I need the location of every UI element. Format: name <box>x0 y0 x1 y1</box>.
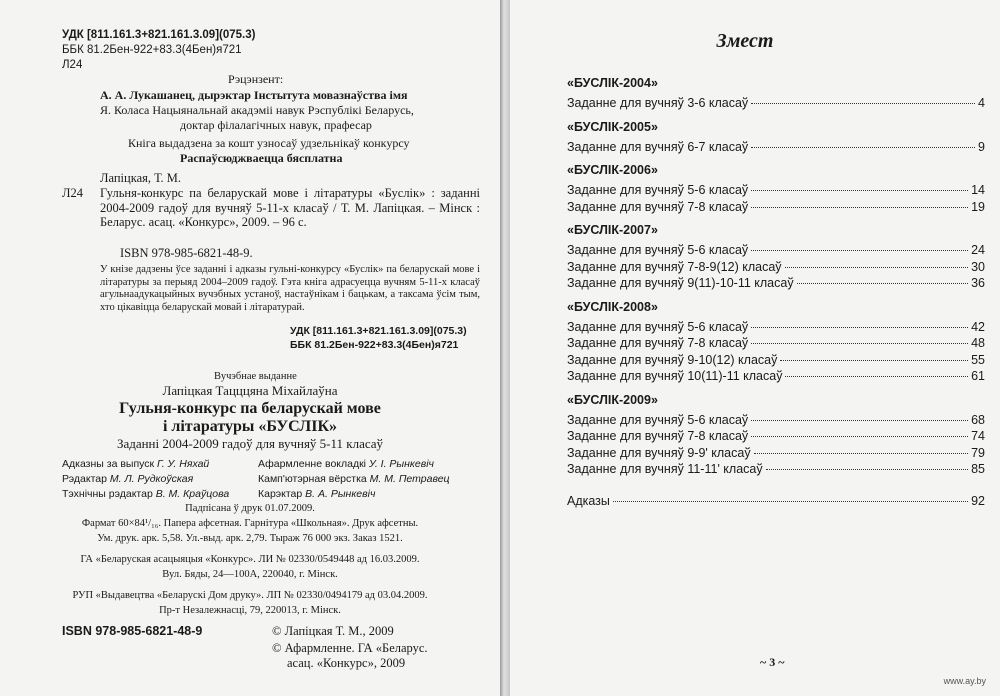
toc-leader-dots <box>751 436 968 437</box>
side-library-code: Л24 <box>62 186 83 200</box>
toc-entry-page: 30 <box>971 259 985 274</box>
toc-entry <box>567 429 985 443</box>
toc-entry <box>567 276 985 290</box>
reviewer-line: Я. Коласа Нацыянальнай акадэміі навук Рэспублікі Беларусь, <box>100 103 414 117</box>
udk-code: УДК [811.161.3+821.161.3.09](075.3) <box>62 29 256 41</box>
toc-entry <box>567 320 985 334</box>
toc-leader-dots <box>766 469 968 470</box>
watermark: www.ay.by <box>943 676 986 686</box>
reviewer-label: Рэцэнзент: <box>228 72 284 86</box>
toc-leader-dots <box>797 283 969 284</box>
toc-answers-entry <box>567 494 985 508</box>
book-gutter <box>500 0 510 696</box>
copyright-design: © Афармленне. ГА «Беларус. <box>272 641 428 655</box>
printer-address: Пр-т Незалежнасці, 79, 220013, г. Мінск. <box>159 605 341 616</box>
toc-entry-page: 85 <box>971 462 985 476</box>
credit-line <box>62 488 229 501</box>
isbn-line: ISBN 978-985-6821-48-9. <box>120 246 253 260</box>
bibliographic-description: Гульня-конкурс па беларускай мове і літаратуры «Буслік» : заданні 2004-2009 гадоў для вучняў 5-11-х класаў / Т. М. Лапіцкая. – Мінск : Беларус. асац. «Конкурс», 2009. – 96 с. <box>100 186 480 230</box>
credit-line <box>258 473 450 486</box>
toc-entry-page: 74 <box>971 429 985 443</box>
toc-section-heading: «БУСЛІК-2009» <box>567 392 658 407</box>
toc-entry-page: 48 <box>971 336 985 350</box>
reviewer-line <box>100 88 408 102</box>
credit-role: Тэхнічны рэдактар <box>62 488 156 500</box>
funding-note: Кніга выдадзена за кошт узносаў удзельнікаў конкурсу <box>128 136 410 150</box>
credit-role: Афармленне вокладкі <box>258 458 369 470</box>
toc-entry-page: 42 <box>971 319 985 334</box>
credit-line <box>258 488 375 501</box>
credit-name: М. Л. Рудкоўская <box>109 473 194 485</box>
credit-line <box>62 458 209 471</box>
toc-entry-page: 36 <box>971 276 985 290</box>
toc-entry-page: 68 <box>971 412 985 427</box>
toc-entry <box>567 446 985 460</box>
toc-entry-page: 19 <box>971 199 985 214</box>
toc-leader-dots <box>613 501 968 502</box>
toc-leader-dots <box>785 267 969 268</box>
credit-name: В. А. Рынкевіч <box>305 488 376 500</box>
print-sheets: Ум. друк. арк. 5,58. Ул.-выд. арк. 2,79. Тыраж 76 000 экз. Заказ 1521. <box>97 533 403 544</box>
credit-line <box>62 473 193 486</box>
toc-leader-dots <box>751 207 968 208</box>
toc-entry <box>567 336 985 350</box>
page-number: ~ 3 ~ <box>760 655 785 669</box>
bbk-code: ББК 81.2Бен-922+83.3(4Бен)я721 <box>62 44 242 56</box>
toc-entry-page: 14 <box>971 183 985 197</box>
udk-code-right: УДК [811.161.3+821.161.3.09](075.3) <box>290 325 467 337</box>
toc-entry-label: Заданне для вучняў 5-6 класаў <box>567 319 749 334</box>
toc-leader-dots <box>751 190 968 191</box>
credit-role: Рэдактар <box>62 473 110 485</box>
credit-role: Камп'ютэрная вёрстка <box>258 473 370 485</box>
publisher-info: ГА «Беларуская асацыяцыя «Конкурс». ЛИ № 02330/0549448 ад 16.03.2009. <box>80 554 420 565</box>
toc-leader-dots <box>751 327 968 328</box>
toc-entry-page: 24 <box>971 243 985 257</box>
toc-entry <box>567 200 985 214</box>
toc-entry <box>567 140 985 154</box>
book-title: Гульня-конкурс па беларускай мове <box>119 400 381 417</box>
toc-entry-page: 92 <box>971 493 985 508</box>
credit-name: Г. У. Няхай <box>157 458 210 470</box>
printer-info: РУП «Выдавецтва «Беларускі Дом друку». ЛП № 02330/0494179 ад 03.04.2009. <box>72 590 428 601</box>
print-signed: Падпісана ў друк 01.07.2009. <box>185 503 315 514</box>
toc-leader-dots <box>751 103 975 104</box>
toc-entry-label: Заданне для вучняў 9-10(12) класаў <box>567 352 778 367</box>
toc-entry-page: 79 <box>971 445 985 460</box>
toc-section-heading: «БУСЛІК-2007» <box>567 223 658 237</box>
toc-leader-dots <box>754 453 969 454</box>
contents-page <box>510 0 1000 696</box>
edition-type: Вучэбнае выданне <box>214 371 297 382</box>
toc-entry-label: Заданне для вучняў 10(11)-11 класаў <box>567 369 783 383</box>
toc-entry-label: Заданне для вучняў 9-9' класаў <box>567 445 751 460</box>
toc-entry-page: 55 <box>971 352 985 367</box>
book-title: і літаратуры «БУСЛІК» <box>162 418 338 435</box>
book-subtitle: Заданні 2004-2009 гадоў для вучняў 5-11 класаў <box>116 436 384 451</box>
credit-name: М. М. Петравец <box>369 473 450 485</box>
copyright-author: © Лапіцкая Т. М., 2009 <box>272 624 394 638</box>
toc-entry <box>567 413 985 427</box>
toc-leader-dots <box>780 360 968 361</box>
toc-entry-label: Заданне для вучняў 5-6 класаў <box>567 243 749 257</box>
annotation: У кнізе дадзены ўсе заданні і адказы гульні-конкурсу «Буслік» па беларускай мове і літаратуры за перыяд 2004–2009 гадоў. Гэта кніга адрасуецца вучням 5-11-х класаў агульнаадукацыйных вучэбных устаноў, настаўнікам і бацькам, а таксама ўсім тым, хто цікавіцца беларускай мовай і літаратурай. <box>100 264 480 313</box>
toc-entry-label: Заданне для вучняў 7-8-9(12) класаў <box>567 259 782 274</box>
toc-leader-dots <box>751 250 968 251</box>
toc-entry-label: Заданне для вучняў 9(11)-10-11 класаў <box>567 276 794 290</box>
toc-entry-label: Заданне для вучняў 7-8 класаў <box>567 336 749 350</box>
toc-entry <box>567 243 985 257</box>
credit-name: У. І. Рынкевіч <box>368 458 434 470</box>
contents-title: Змест <box>716 30 774 52</box>
toc-entry-label: Заданне для вучняў 7-8 класаў <box>567 199 749 214</box>
reviewer-text: А. А. Лукашанец, дырэктар Інстытута мовазнаўства імя <box>100 88 408 102</box>
toc-entry-label: Заданне для вучняў 11-11' класаў <box>567 462 763 476</box>
toc-entry-label: Заданне для вучняў 3-6 класаў <box>567 96 749 110</box>
toc-entry-page: 61 <box>971 369 985 383</box>
toc-entry-label: Адказы <box>567 493 610 508</box>
toc-entry <box>567 260 985 274</box>
toc-entry-label: Заданне для вучняў 7-8 класаў <box>567 429 749 443</box>
author-heading: Лапіцкая, Т. М. <box>100 171 182 185</box>
toc-entry <box>567 96 985 110</box>
bbk-code-right: ББК 81.2Бен-922+83.3(4Бен)я721 <box>290 339 459 351</box>
toc-entry <box>567 369 985 383</box>
toc-section-heading: «БУСЛІК-2004» <box>567 76 658 90</box>
toc-section-heading: «БУСЛІК-2008» <box>567 299 658 314</box>
toc-leader-dots <box>785 376 968 377</box>
credit-name: В. М. Краўцова <box>155 488 230 500</box>
credit-role: Адказны за выпуск <box>62 458 158 470</box>
credit-role: Карэктар <box>258 488 306 500</box>
distribution-note: Распаўсюджваецца бясплатна <box>180 151 343 165</box>
toc-entry-label: Заданне для вучняў 5-6 класаў <box>567 183 749 197</box>
credit-line <box>258 458 434 471</box>
toc-leader-dots <box>751 147 975 148</box>
toc-leader-dots <box>751 343 968 344</box>
library-code: Л24 <box>62 59 83 71</box>
author-full-name: Лапіцкая Тацццяна Міхайлаўна <box>162 383 338 398</box>
publisher-address: Вул. Бяды, 24—100А, 220040, г. Мінск. <box>162 569 338 580</box>
toc-section-heading: «БУСЛІК-2006» <box>567 163 658 177</box>
print-format: Фармат 60×84¹/₁₆. Папера афсетная. Гарнітура «Школьная». Друк афсетны. <box>81 518 419 529</box>
reviewer-line: доктар філалагічных навук, прафесар <box>180 118 372 132</box>
toc-leader-dots <box>751 420 968 421</box>
toc-entry-page: 9 <box>978 139 985 154</box>
toc-entry <box>567 353 985 367</box>
toc-entry <box>567 462 985 476</box>
toc-entry-label: Заданне для вучняў 5-6 класаў <box>567 412 749 427</box>
toc-entry-label: Заданне для вучняў 6-7 класаў <box>567 139 749 154</box>
toc-section-heading: «БУСЛІК-2005» <box>567 119 658 134</box>
toc-entry-page: 4 <box>978 96 985 110</box>
copyright-design: асац. «Конкурс», 2009 <box>287 656 406 670</box>
isbn-bottom: ISBN 978-985-6821-48-9 <box>62 624 203 638</box>
toc-entry <box>567 183 985 197</box>
